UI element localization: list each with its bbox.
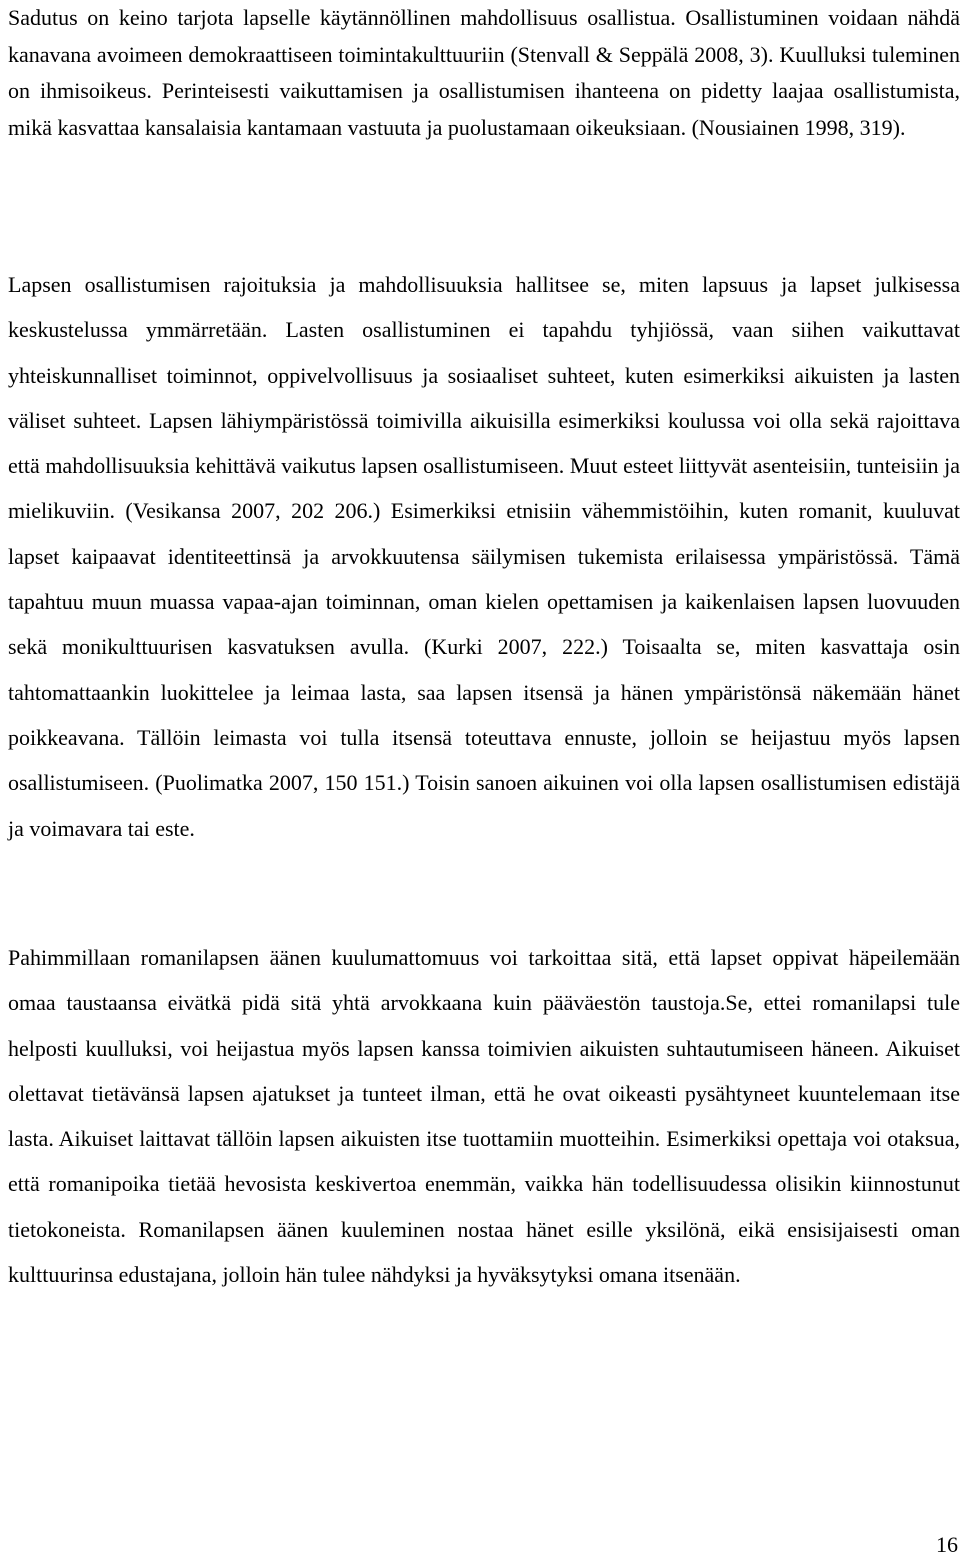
paragraph-roma-child: Pahimmillaan romanilapsen äänen kuulumattomuus voi tarkoittaa sitä, että lapset oppivat häpeilemään omaa taustaansa eivätkä pidä sitä yhtä arvokkaana kuin pääväestön taustoja.Se, ettei romanilapsi tule helposti kuulluksi, voi heijastua myös lapsen kanssa toimivien aikuisten suhtautumiseen häneen. Aikuiset olettavat tietävänsä lapsen ajatukset ja tunteet ilman, että he ovat oikeasti pysähtyneet kuuntelemaan itse lasta. Aikuiset laittavat tällöin lapsen aikuisten itse tuottamiin muotteihin. Esimerkiksi opettaja voi otaksua, että romanipoika tietää hevosista keskivertoa enemmän, vaikka hän todellisuudessa olisikin kiinnostunut tietokoneista. Romanilapsen äänen kuuleminen nostaa hänet esille yksilönä, eikä ensisijaisesti oman kulttuurinsa edustajana, jolloin hän tulee nähdyksi ja hyväksytyksi omana itsenään.	[8, 945, 960, 1288]
page-number: 16	[936, 1532, 958, 1557]
paragraph-participation: Sadutus on keino tarjota lapselle käytännöllinen mahdollisuus osallistua. Osallistuminen voidaan nähdä kanavana avoimeen demokraattiseen toimintakulttuuriin (Stenvall & Seppälä 2008, 3). Kuulluksi tuleminen on ihmisoikeus. Perinteisesti vaikuttamisen ja osallistumisen ihanteena on pidetty laajaa osallistumista, mikä kasvattaa kansalaisia kantamaan vastuuta ja puolustamaan oikeuksiaan. (Nousiainen 1998, 319).	[8, 5, 960, 140]
paragraph-limitations: Lapsen osallistumisen rajoituksia ja mahdollisuuksia hallitsee se, miten lapsuus ja lapset julkisessa keskustelussa ymmärretään. Lasten osallistuminen ei tapahdu tyhjiössä, vaan siihen vaikuttavat yhteiskunnalliset toiminnot, oppivelvollisuus ja sosiaaliset suhteet, kuten esimerkiksi aikuisten ja lasten väliset suhteet. Lapsen lähiympäristössä toimivilla aikuisilla esimerkiksi koulussa voi olla sekä rajoittava että mahdollisuuksia kehittävä vaikutus lapsen osallistumiseen. Muut esteet liittyvät asenteisiin, tunteisiin ja mielikuviin. (Vesikansa 2007, 202 206.) Esimerkiksi etnisiin vähemmistöihin, kuten romanit, kuuluvat lapset kaipaavat identiteettinsä ja arvokkuutensa säilymisen tukemista erilaisessa ympäristössä. Tämä tapahtuu muun muassa vapaa-ajan toiminnan, oman kielen opettamisen ja kaikenlaisen lapsen luovuuden sekä monikulttuurisen kasvatuksen avulla. (Kurki 2007, 222.) Toisaalta se, miten kasvattaja osin tahtomattaankin luokittelee ja leimaa lasta, saa lapsen itsensä ja hänen ympäristönsä näkemään hänet poikkeavana. Tällöin leimasta voi tulla itsensä toteuttava ennuste, jolloin se heijastuu myös lapsen osallistumiseen. (Puolimatka 2007, 150 151.) Toisin sanoen aikuinen voi olla lapsen osallistumisen edistäjä ja voimavara tai este.	[8, 272, 960, 841]
